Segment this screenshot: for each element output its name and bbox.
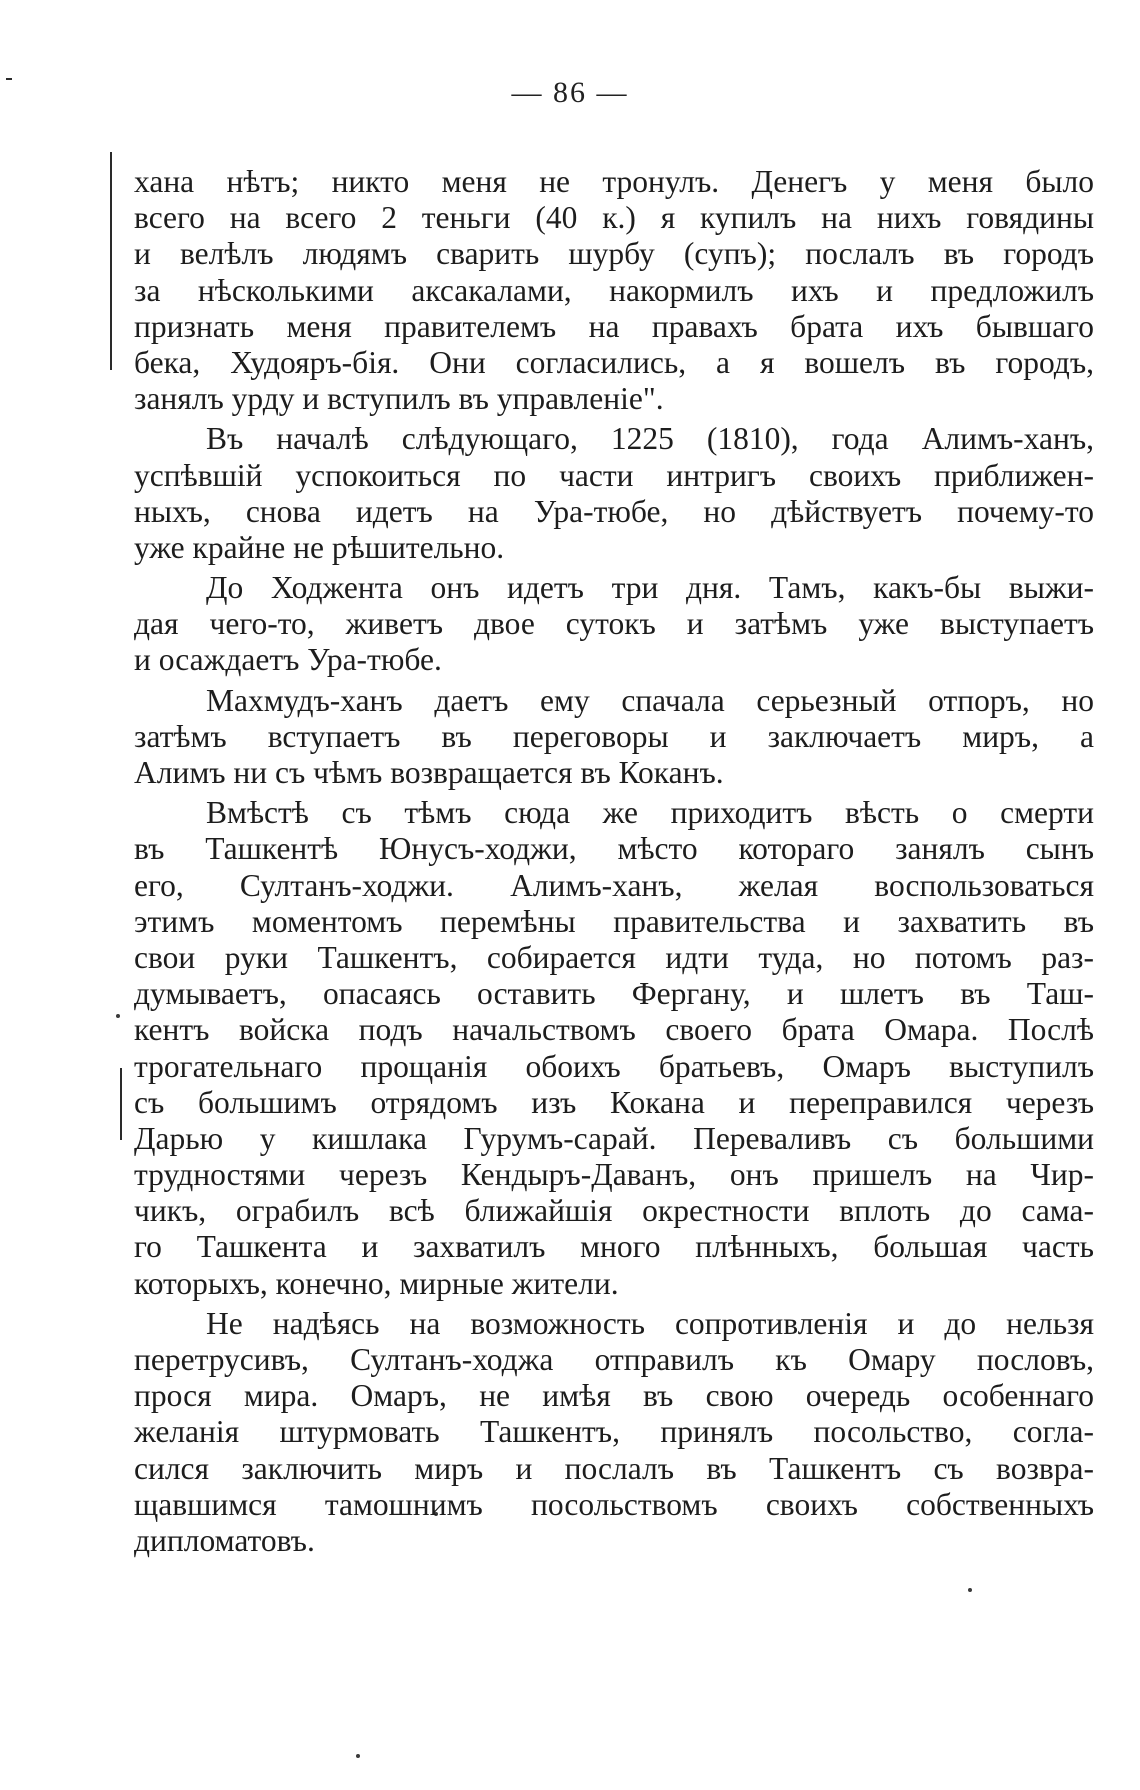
text-line: дипломатовъ.: [134, 1522, 315, 1558]
text-line: затѣмъ вступаетъ въ переговоры и заключаетъ миръ, а: [134, 718, 1094, 754]
scan-speck: [116, 1014, 120, 1018]
text-line: свои руки Ташкентъ, собирается идти туда, но потомъ раз-: [134, 939, 1094, 975]
text-line: щавшимся тамошнимъ посольствомъ своихъ собственныхъ: [134, 1486, 1094, 1522]
text-line: ныхъ, снова идетъ на Ура-тюбе, но дѣйствуетъ почему-то: [134, 493, 1094, 529]
text-line: за нѣсколькими аксакалами, накормилъ ихъ и предложилъ: [134, 272, 1094, 308]
text-line: трудностями черезъ Кендыръ-Даванъ, онъ пришелъ на Чир-: [134, 1157, 1094, 1193]
margin-mark-left-bottom: [120, 1068, 122, 1140]
margin-mark-left-top: [110, 152, 112, 370]
page-number: — 86 —: [511, 76, 629, 109]
scan-speck: [968, 1588, 972, 1592]
text-line: Махмудъ-ханъ даетъ ему спачала серьезный отпоръ, но: [206, 682, 1094, 718]
text-line: уже крайне не рѣшительно.: [134, 529, 505, 565]
text-line: чикъ, ограбилъ всѣ ближайшія окрестности вплоть до сама-: [134, 1193, 1094, 1229]
text-line: Вмѣстѣ съ тѣмъ сюда же приходитъ вѣсть о смерти: [206, 795, 1094, 831]
text-line: До Ходжента онъ идетъ три дня. Тамъ, какъ-бы выжи-: [206, 570, 1094, 606]
text-line: Въ началѣ слѣдующаго, 1225 (1810), года Алимъ-ханъ,: [206, 421, 1094, 457]
text-line: Дарью у кишлака Гурумъ-сарай. Переваливъ съ большими: [134, 1120, 1094, 1156]
text-line: успѣвшій успокоиться по части интригъ своихъ приближен-: [134, 457, 1094, 493]
text-line: въ Ташкентѣ Юнусъ-ходжи, мѣсто котораго занялъ сынъ: [134, 831, 1094, 867]
text-line: признать меня правителемъ на правахъ брата ихъ бывшаго: [134, 308, 1094, 344]
text-line: его, Султанъ-ходжи. Алимъ-ханъ, желая воспользоваться: [134, 867, 1094, 903]
text-line: желанія штурмовать Ташкентъ, принялъ посольство, согла-: [134, 1414, 1094, 1450]
text-line: бека, Худояръ-бія. Они согласились, а я вошелъ въ городъ,: [134, 344, 1094, 380]
text-line: и велѣлъ людямъ сварить шурбу (супъ); послалъ въ городъ: [134, 236, 1094, 272]
text-line: занялъ урду и вступилъ въ управленіе".: [134, 381, 664, 417]
text-line: и осаждаетъ Ура-тюбе.: [134, 642, 442, 678]
text-line: думываетъ, опасаясь оставить Фергану, и шлетъ въ Таш-: [134, 976, 1094, 1012]
text-line: съ большимъ отрядомъ изъ Кокана и переправился черезъ: [134, 1084, 1094, 1120]
text-line: всего на всего 2 теньги (40 к.) я купилъ на нихъ говядины: [134, 200, 1094, 236]
text-line: этимъ моментомъ перемѣны правительства и захватить въ: [134, 903, 1094, 939]
text-line: прося мира. Омаръ, не имѣя въ свою очередь особеннаго: [134, 1378, 1094, 1414]
text-line: хана нѣтъ; никто меня не тронулъ. Денегъ у меня было: [134, 164, 1094, 199]
text-line: кентъ войска подъ начальствомъ своего брата Омара. Послѣ: [134, 1012, 1094, 1048]
text-line: Не надѣясь на возможность сопротивленія и до нельзя: [206, 1305, 1094, 1341]
scan-speck: [356, 1754, 360, 1758]
text-line: дая чего-то, живетъ двое сутокъ и затѣмъ уже выступаетъ: [134, 606, 1094, 642]
text-line: сился заключить миръ и послалъ въ Ташкентъ съ возвра-: [134, 1450, 1094, 1486]
text-line: которыхъ, конечно, мирные жители.: [134, 1265, 619, 1301]
text-line: перетрусивъ, Султанъ-ходжа отправилъ къ Омару пословъ,: [134, 1342, 1094, 1377]
text-line: Алимъ ни съ чѣмъ возвращается въ Коканъ.: [134, 755, 724, 790]
margin-mark-left-tick: [6, 78, 12, 80]
text-line: го Ташкента и захватилъ много плѣнныхъ, большая часть: [134, 1229, 1094, 1265]
text-line: трогательнаго прощанія обоихъ братьевъ, Омаръ выступилъ: [134, 1048, 1094, 1084]
body-text: [134, 164, 1094, 1559]
